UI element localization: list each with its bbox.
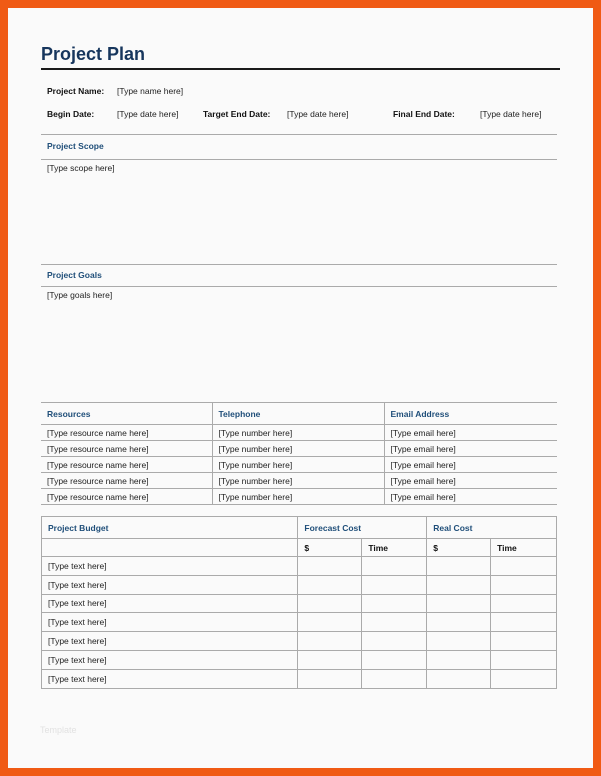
document-page [8,8,593,768]
budget-item-cell[interactable]: [Type text here] [42,575,298,594]
resource-name-cell[interactable]: [Type resource name here] [41,473,212,489]
telephone-cell[interactable]: [Type number here] [212,489,384,505]
final-end-date-field[interactable]: [Type date here] [480,109,542,119]
table-row [41,473,557,489]
watermark: Template [40,725,77,735]
real-cost-header: Real Cost [427,517,557,539]
forecast-time-cell[interactable] [362,613,427,632]
forecast-dollar-header: $ [298,539,362,557]
project-name-label: Project Name: [47,86,105,96]
real-time-cell[interactable] [491,594,557,613]
real-time-cell[interactable] [491,575,557,594]
forecast-cost-header: Forecast Cost [298,517,427,539]
resource-name-cell[interactable]: [Type resource name here] [41,489,212,505]
page-title: Project Plan [41,44,146,64]
resources-table [41,402,557,505]
real-dollar-header: $ [427,539,491,557]
email-cell[interactable]: [Type email here] [384,489,557,505]
forecast-time-cell[interactable] [362,650,427,669]
forecast-time-cell[interactable] [362,669,427,688]
real-dollar-cell[interactable] [427,594,491,613]
project-goals-field[interactable]: [Type goals here] [47,290,113,300]
forecast-time-cell[interactable] [362,594,427,613]
title-divider [41,68,560,70]
resource-name-cell[interactable]: [Type resource name here] [41,457,212,473]
forecast-dollar-cell[interactable] [298,650,362,669]
email-cell[interactable]: [Type email here] [384,425,557,441]
real-dollar-cell[interactable] [427,557,491,576]
table-row [42,650,557,669]
final-end-date-label: Final End Date: [393,109,455,119]
forecast-dollar-cell[interactable] [298,575,362,594]
real-dollar-cell[interactable] [427,632,491,651]
real-time-header: Time [491,539,557,557]
resources-header: Resources [41,403,212,425]
project-name-field[interactable]: [Type name here] [117,86,184,96]
real-dollar-cell[interactable] [427,669,491,688]
telephone-cell[interactable]: [Type number here] [212,473,384,489]
real-dollar-cell[interactable] [427,613,491,632]
budget-item-cell[interactable]: [Type text here] [42,632,298,651]
real-dollar-cell[interactable] [427,650,491,669]
table-row [41,489,557,505]
real-time-cell[interactable] [491,632,557,651]
email-cell[interactable]: [Type email here] [384,441,557,457]
forecast-dollar-cell[interactable] [298,594,362,613]
forecast-dollar-cell[interactable] [298,613,362,632]
forecast-time-cell[interactable] [362,557,427,576]
budget-item-cell[interactable]: [Type text here] [42,650,298,669]
forecast-time-cell[interactable] [362,575,427,594]
project-scope-field[interactable]: [Type scope here] [47,163,115,173]
project-scope-heading: Project Scope [47,141,104,151]
real-time-cell[interactable] [491,557,557,576]
email-cell[interactable]: [Type email here] [384,457,557,473]
scope-top-rule [41,134,557,135]
telephone-header: Telephone [212,403,384,425]
scope-heading-rule [41,159,557,160]
goals-heading-rule [41,286,557,287]
table-row [42,632,557,651]
table-row [42,594,557,613]
telephone-cell[interactable]: [Type number here] [212,441,384,457]
budget-item-cell[interactable]: [Type text here] [42,613,298,632]
resource-name-cell[interactable]: [Type resource name here] [41,425,212,441]
budget-item-cell[interactable]: [Type text here] [42,669,298,688]
table-row [41,441,557,457]
goals-top-rule [41,264,557,265]
target-end-date-field[interactable]: [Type date here] [287,109,349,119]
telephone-cell[interactable]: [Type number here] [212,457,384,473]
table-row [42,557,557,576]
target-end-date-label: Target End Date: [203,109,271,119]
table-row [42,575,557,594]
email-address-header: Email Address [384,403,557,425]
project-budget-header: Project Budget [42,517,298,539]
real-time-cell[interactable] [491,650,557,669]
begin-date-label: Begin Date: [47,109,95,119]
real-time-cell[interactable] [491,669,557,688]
resource-name-cell[interactable]: [Type resource name here] [41,441,212,457]
real-dollar-cell[interactable] [427,575,491,594]
begin-date-field[interactable]: [Type date here] [117,109,179,119]
budget-subheader-blank [42,539,298,557]
project-budget-table [41,516,557,689]
table-row [41,457,557,473]
budget-item-cell[interactable]: [Type text here] [42,557,298,576]
email-cell[interactable]: [Type email here] [384,473,557,489]
forecast-dollar-cell[interactable] [298,557,362,576]
budget-item-cell[interactable]: [Type text here] [42,594,298,613]
table-row [42,669,557,688]
table-row [41,425,557,441]
table-row [42,613,557,632]
forecast-dollar-cell[interactable] [298,669,362,688]
real-time-cell[interactable] [491,613,557,632]
project-goals-heading: Project Goals [47,270,102,280]
forecast-time-cell[interactable] [362,632,427,651]
forecast-dollar-cell[interactable] [298,632,362,651]
telephone-cell[interactable]: [Type number here] [212,425,384,441]
forecast-time-header: Time [362,539,427,557]
